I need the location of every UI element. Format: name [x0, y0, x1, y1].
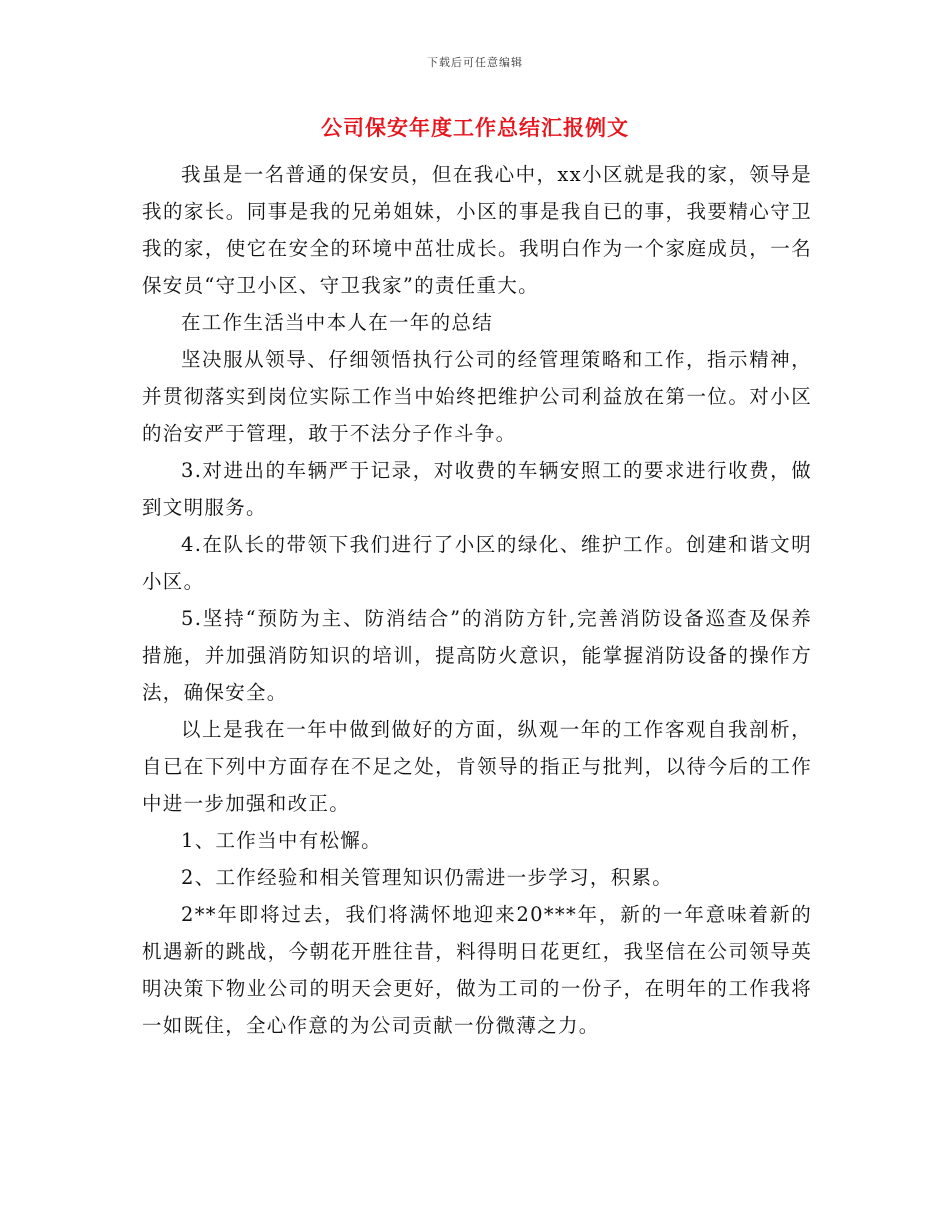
paragraph-closing: 2**年即将过去，我们将满怀地迎来20***年，新的一年意味着新的机遇新的跳战，今朝花开胜往昔，料得明日花更红，我坚信在公司领导英明决策下物业公司的明天会更好，做为工司的一份子，在明年的工作我将一如既住，全心作意的为公司贡献一份微薄之力。 [142, 903, 812, 1037]
paragraph-item-4: 4.在队长的带领下我们进行了小区的绿化、维护工作。创建和谐文明小区。 [142, 533, 812, 593]
paragraph-self-analysis: 以上是我在一年中做到做好的方面，纵观一年的工作客观自我剖析，自已在下列中方面存在不足之处，肯领导的指正与批判，以待今后的工作中进一步加强和改正。 [142, 718, 812, 815]
paragraph-item-3: 3.对进出的车辆严于记录，对收费的车辆安照工的要求进行收费，做到文明服务。 [142, 459, 812, 519]
paragraph-item-obey: 坚决服从领导、仔细领悟执行公司的经管理策略和工作，指示精神，并贯彻落实到岗位实际工作当中始终把维护公司利益放在第一位。对小区的治安严于管理，敢于不法分子作斗争。 [142, 348, 812, 445]
document-body [142, 156, 812, 1044]
paragraph-item-5: 5.坚持“预防为主、防消结合”的消防方针,完善消防设备巡查及保养措施，并加强消防知识的培训，提高防火意识，能掌握消防设备的操作方法，确保安全。 [142, 607, 812, 704]
paragraph-summary-heading: 在工作生活当中本人在一年的总结 [181, 311, 494, 334]
paragraph-intro: 我虽是一名普通的保安员，但在我心中，xx小区就是我的家，领导是我的家长。同事是我的兄弟姐妹，小区的事是我自已的事，我要精心守卫我的家，使它在安全的环境中茁壮成长。我明白作为一个家庭成员，一名保安员“守卫小区、守卫我家”的责任重大。 [142, 163, 812, 297]
header-note: 下载后可任意编辑 [427, 56, 523, 69]
paragraph-shortcoming-1: 1、工作当中有松懈。 [181, 829, 382, 852]
document-title: 公司保安年度工作总结汇报例文 [321, 116, 629, 140]
paragraph-shortcoming-2: 2、工作经验和相关管理知识仍需进一步学习，积累。 [181, 866, 674, 889]
